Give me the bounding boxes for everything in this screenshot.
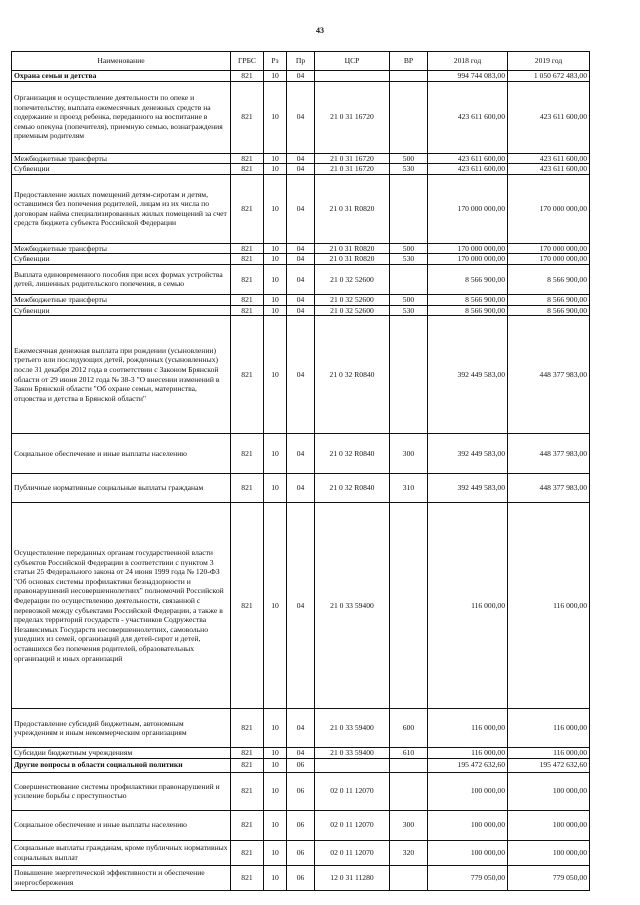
table-row: [12, 474, 590, 503]
table-row: [12, 305, 590, 316]
cell-csr: 21 0 32 52600: [315, 294, 390, 305]
cell-grbs: 821: [231, 758, 264, 772]
cell-pr: 04: [287, 264, 315, 294]
cell-pr: 04: [287, 474, 315, 503]
cell-vr: 530: [390, 164, 428, 175]
cell-y2018: 195 472 632,60: [428, 758, 508, 772]
cell-grbs: 821: [231, 772, 264, 810]
cell-csr: 21 0 31 R0820: [315, 243, 390, 254]
cell-csr: 21 0 32 52600: [315, 305, 390, 316]
cell-rz: 10: [264, 840, 287, 865]
table-row: [12, 81, 590, 153]
cell-vr: 530: [390, 254, 428, 265]
header-csr: ЦСР: [315, 52, 390, 71]
cell-rz: 10: [264, 164, 287, 175]
cell-csr: 21 0 32 R0840: [315, 474, 390, 503]
cell-name: Межбюджетные трансферты: [12, 294, 231, 305]
cell-y2019: 423 611 600,00: [508, 153, 590, 164]
cell-y2019: 170 000 000,00: [508, 243, 590, 254]
cell-csr: 02 0 11 12070: [315, 772, 390, 810]
cell-rz: 10: [264, 503, 287, 709]
cell-grbs: 821: [231, 503, 264, 709]
cell-grbs: 821: [231, 305, 264, 316]
table-row: [12, 243, 590, 254]
table-row: [12, 254, 590, 265]
cell-name: Выплата единовременного пособия при всех формах устройства детей, лишенных родительского попечения, в семью: [12, 264, 231, 294]
cell-vr: [390, 316, 428, 434]
cell-y2019: 195 472 632,60: [508, 758, 590, 772]
cell-y2019: 100 000,00: [508, 810, 590, 840]
cell-vr: 500: [390, 294, 428, 305]
cell-csr: [315, 758, 390, 772]
cell-y2018: 116 000,00: [428, 709, 508, 748]
table-row: [12, 153, 590, 164]
cell-vr: 610: [390, 748, 428, 759]
table-row: [12, 174, 590, 243]
cell-y2018: 423 611 600,00: [428, 164, 508, 175]
cell-csr: 21 0 31 R0820: [315, 254, 390, 265]
table-row: [12, 840, 590, 865]
cell-name: Совершенствование системы профилактики правонарушений и усиление борьбы с преступностью: [12, 772, 231, 810]
cell-rz: 10: [264, 810, 287, 840]
cell-vr: [390, 772, 428, 810]
cell-y2018: 994 744 083,00: [428, 71, 508, 82]
cell-y2019: 170 000 000,00: [508, 254, 590, 265]
cell-vr: 310: [390, 474, 428, 503]
header-vr: ВР: [390, 52, 428, 71]
cell-y2018: 779 050,00: [428, 865, 508, 890]
cell-grbs: 821: [231, 865, 264, 890]
cell-rz: 10: [264, 316, 287, 434]
cell-csr: 21 0 31 R0820: [315, 174, 390, 243]
cell-csr: 21 0 33 59400: [315, 748, 390, 759]
cell-csr: 21 0 31 16720: [315, 153, 390, 164]
cell-grbs: 821: [231, 153, 264, 164]
cell-grbs: 821: [231, 254, 264, 265]
table-row: [12, 865, 590, 890]
cell-rz: 10: [264, 81, 287, 153]
cell-rz: 10: [264, 305, 287, 316]
table-row: [12, 434, 590, 474]
cell-pr: 04: [287, 709, 315, 748]
cell-vr: 300: [390, 434, 428, 474]
cell-csr: 21 0 31 16720: [315, 164, 390, 175]
cell-rz: 10: [264, 772, 287, 810]
cell-grbs: 821: [231, 174, 264, 243]
cell-y2018: 100 000,00: [428, 810, 508, 840]
cell-rz: 10: [264, 243, 287, 254]
cell-grbs: 821: [231, 709, 264, 748]
cell-csr: 02 0 11 12070: [315, 840, 390, 865]
header-grbs: ГРБС: [231, 52, 264, 71]
cell-name: Социальные выплаты гражданам, кроме публичных нормативных социальных выплат: [12, 840, 231, 865]
cell-vr: [390, 71, 428, 82]
cell-pr: 06: [287, 840, 315, 865]
cell-name: Предоставление жилых помещений детям-сиротам и детям, оставшимся без попечения родителей, лицам из их числа по договорам найма специализированных жилых помещений за счет средств бюджета субъекта Российской Федерации: [12, 174, 231, 243]
cell-y2018: 392 449 583,00: [428, 434, 508, 474]
table-row: [12, 316, 590, 434]
cell-y2019: 8 566 900,00: [508, 294, 590, 305]
cell-vr: 600: [390, 709, 428, 748]
cell-y2019: 1 050 672 483,00: [508, 71, 590, 82]
cell-grbs: 821: [231, 81, 264, 153]
cell-name: Субсидии бюджетным учреждениям: [12, 748, 231, 759]
cell-y2018: 170 000 000,00: [428, 243, 508, 254]
cell-csr: [315, 71, 390, 82]
cell-csr: 21 0 32 52600: [315, 264, 390, 294]
header-pr: Пр: [287, 52, 315, 71]
cell-pr: 04: [287, 503, 315, 709]
cell-name: Охрана семьи и детства: [12, 71, 231, 82]
table-row: [12, 264, 590, 294]
cell-csr: 21 0 33 59400: [315, 503, 390, 709]
cell-y2018: 170 000 000,00: [428, 174, 508, 243]
cell-y2019: 448 377 983,00: [508, 434, 590, 474]
cell-y2019: 779 050,00: [508, 865, 590, 890]
cell-pr: 04: [287, 153, 315, 164]
cell-y2018: 392 449 583,00: [428, 474, 508, 503]
cell-grbs: 821: [231, 810, 264, 840]
cell-name: Публичные нормативные социальные выплаты гражданам: [12, 474, 231, 503]
cell-pr: 04: [287, 71, 315, 82]
cell-csr: 21 0 32 R0840: [315, 316, 390, 434]
cell-pr: 04: [287, 434, 315, 474]
cell-y2018: 392 449 583,00: [428, 316, 508, 434]
cell-vr: [390, 503, 428, 709]
cell-y2019: 116 000,00: [508, 503, 590, 709]
cell-grbs: 821: [231, 243, 264, 254]
cell-name: Субвенции: [12, 254, 231, 265]
cell-vr: 530: [390, 305, 428, 316]
cell-y2019: 448 377 983,00: [508, 316, 590, 434]
table-row: [12, 810, 590, 840]
cell-grbs: 821: [231, 316, 264, 434]
cell-grbs: 821: [231, 434, 264, 474]
cell-y2018: 116 000,00: [428, 503, 508, 709]
cell-y2018: 100 000,00: [428, 772, 508, 810]
cell-csr: 12 0 31 11280: [315, 865, 390, 890]
cell-pr: 04: [287, 294, 315, 305]
cell-rz: 10: [264, 153, 287, 164]
cell-grbs: 821: [231, 474, 264, 503]
cell-grbs: 821: [231, 71, 264, 82]
cell-rz: 10: [264, 865, 287, 890]
cell-y2019: 116 000,00: [508, 709, 590, 748]
cell-grbs: 821: [231, 294, 264, 305]
cell-rz: 10: [264, 174, 287, 243]
cell-y2019: 8 566 900,00: [508, 264, 590, 294]
header-name: Наименование: [12, 52, 231, 71]
cell-pr: 06: [287, 758, 315, 772]
cell-vr: [390, 865, 428, 890]
cell-name: Повышение энергетической эффективности и обеспечение энергосбережения: [12, 865, 231, 890]
cell-y2018: 423 611 600,00: [428, 153, 508, 164]
cell-y2018: 423 611 600,00: [428, 81, 508, 153]
cell-grbs: 821: [231, 748, 264, 759]
cell-y2019: 100 000,00: [508, 840, 590, 865]
cell-pr: 04: [287, 81, 315, 153]
cell-vr: 300: [390, 810, 428, 840]
table-header-row: [12, 52, 590, 71]
cell-pr: 04: [287, 305, 315, 316]
cell-rz: 10: [264, 71, 287, 82]
cell-grbs: 821: [231, 264, 264, 294]
cell-y2019: 448 377 983,00: [508, 474, 590, 503]
cell-name: Другие вопросы в области социальной политики: [12, 758, 231, 772]
cell-y2019: 423 611 600,00: [508, 81, 590, 153]
cell-rz: 10: [264, 474, 287, 503]
page-number: 43: [316, 26, 324, 35]
cell-vr: [390, 81, 428, 153]
cell-vr: 320: [390, 840, 428, 865]
header-rz: Рз: [264, 52, 287, 71]
cell-grbs: 821: [231, 164, 264, 175]
table-row: [12, 748, 590, 759]
cell-csr: 02 0 11 12070: [315, 810, 390, 840]
cell-name: Социальное обеспечение и иные выплаты населению: [12, 434, 231, 474]
cell-y2018: 100 000,00: [428, 840, 508, 865]
cell-rz: 10: [264, 748, 287, 759]
cell-vr: [390, 758, 428, 772]
table-row: [12, 164, 590, 175]
cell-csr: 21 0 31 16720: [315, 81, 390, 153]
cell-rz: 10: [264, 434, 287, 474]
table-row: [12, 71, 590, 82]
cell-pr: 04: [287, 316, 315, 434]
cell-pr: 04: [287, 164, 315, 175]
cell-y2019: 8 566 900,00: [508, 305, 590, 316]
cell-grbs: 821: [231, 840, 264, 865]
cell-rz: 10: [264, 254, 287, 265]
cell-name: Ежемесячная денежная выплата при рождении (усыновлении) третьего или последующих детей, рожденных (усыновленных) после 31 декабря 2012 года в соответствии с Законом Брянской области от 29 июня 2012 года № 38-3 "О внесении изменений в Закон Брянской области "Об охране семьи, материнства, отцовства и детства в Брянской области": [12, 316, 231, 434]
cell-pr: 06: [287, 772, 315, 810]
cell-name: Субвенции: [12, 164, 231, 175]
cell-csr: 21 0 32 R0840: [315, 434, 390, 474]
table-row: [12, 294, 590, 305]
cell-rz: 10: [264, 264, 287, 294]
cell-name: Социальное обеспечение и иные выплаты населению: [12, 810, 231, 840]
table-row: [12, 709, 590, 748]
cell-y2018: 8 566 900,00: [428, 294, 508, 305]
cell-csr: 21 0 33 59400: [315, 709, 390, 748]
cell-rz: 10: [264, 294, 287, 305]
cell-name: Осуществление переданных органам государственной власти субъектов Российской Федерации в соответствии с пунктом 3 статьи 25 Федерального закона от 24 июня 1999 года № 120-ФЗ "Об основах системы профилактики безнадзорности и правонарушений несовершеннолетних" полномочий Российской Федерации по осуществлению деятельности, связанной с перевозкой между субъектами Российской Федерации, а также в пределах территорий государств - участников Содружества Независимых Государств несовершеннолетних, самовольно ушедших из семей, организаций для детей-сирот и детей, оставшихся без попечения родителей, образовательных организаций и иных организаций: [12, 503, 231, 709]
cell-name: Межбюджетные трансферты: [12, 243, 231, 254]
cell-y2018: 170 000 000,00: [428, 254, 508, 265]
cell-name: Субвенции: [12, 305, 231, 316]
cell-pr: 04: [287, 243, 315, 254]
cell-y2019: 170 000 000,00: [508, 174, 590, 243]
cell-y2019: 100 000,00: [508, 772, 590, 810]
table-row: [12, 758, 590, 772]
cell-vr: [390, 174, 428, 243]
cell-pr: 06: [287, 810, 315, 840]
cell-vr: 500: [390, 153, 428, 164]
cell-pr: 04: [287, 748, 315, 759]
cell-rz: 10: [264, 758, 287, 772]
cell-name: Организация и осуществление деятельности по опеке и попечительству, выплата ежемесячных денежных средств на содержание и проезд ребенка, переданного на воспитание в семью опекуна (попечителя), приемную семью, вознаграждения приемным родителям: [12, 81, 231, 153]
cell-pr: 04: [287, 254, 315, 265]
cell-rz: 10: [264, 709, 287, 748]
cell-y2018: 116 000,00: [428, 748, 508, 759]
cell-y2018: 8 566 900,00: [428, 264, 508, 294]
table-row: [12, 503, 590, 709]
budget-table: [11, 51, 590, 891]
header-2019: 2019 год: [508, 52, 590, 71]
cell-vr: [390, 264, 428, 294]
cell-pr: 04: [287, 174, 315, 243]
cell-name: Предоставление субсидий бюджетным, автономным учреждениям и иным некоммерческим организациям: [12, 709, 231, 748]
table-row: [12, 772, 590, 810]
cell-vr: 500: [390, 243, 428, 254]
header-2018: 2018 год: [428, 52, 508, 71]
cell-y2019: 423 611 600,00: [508, 164, 590, 175]
cell-y2019: 116 000,00: [508, 748, 590, 759]
cell-name: Межбюджетные трансферты: [12, 153, 231, 164]
cell-y2018: 8 566 900,00: [428, 305, 508, 316]
cell-pr: 06: [287, 865, 315, 890]
